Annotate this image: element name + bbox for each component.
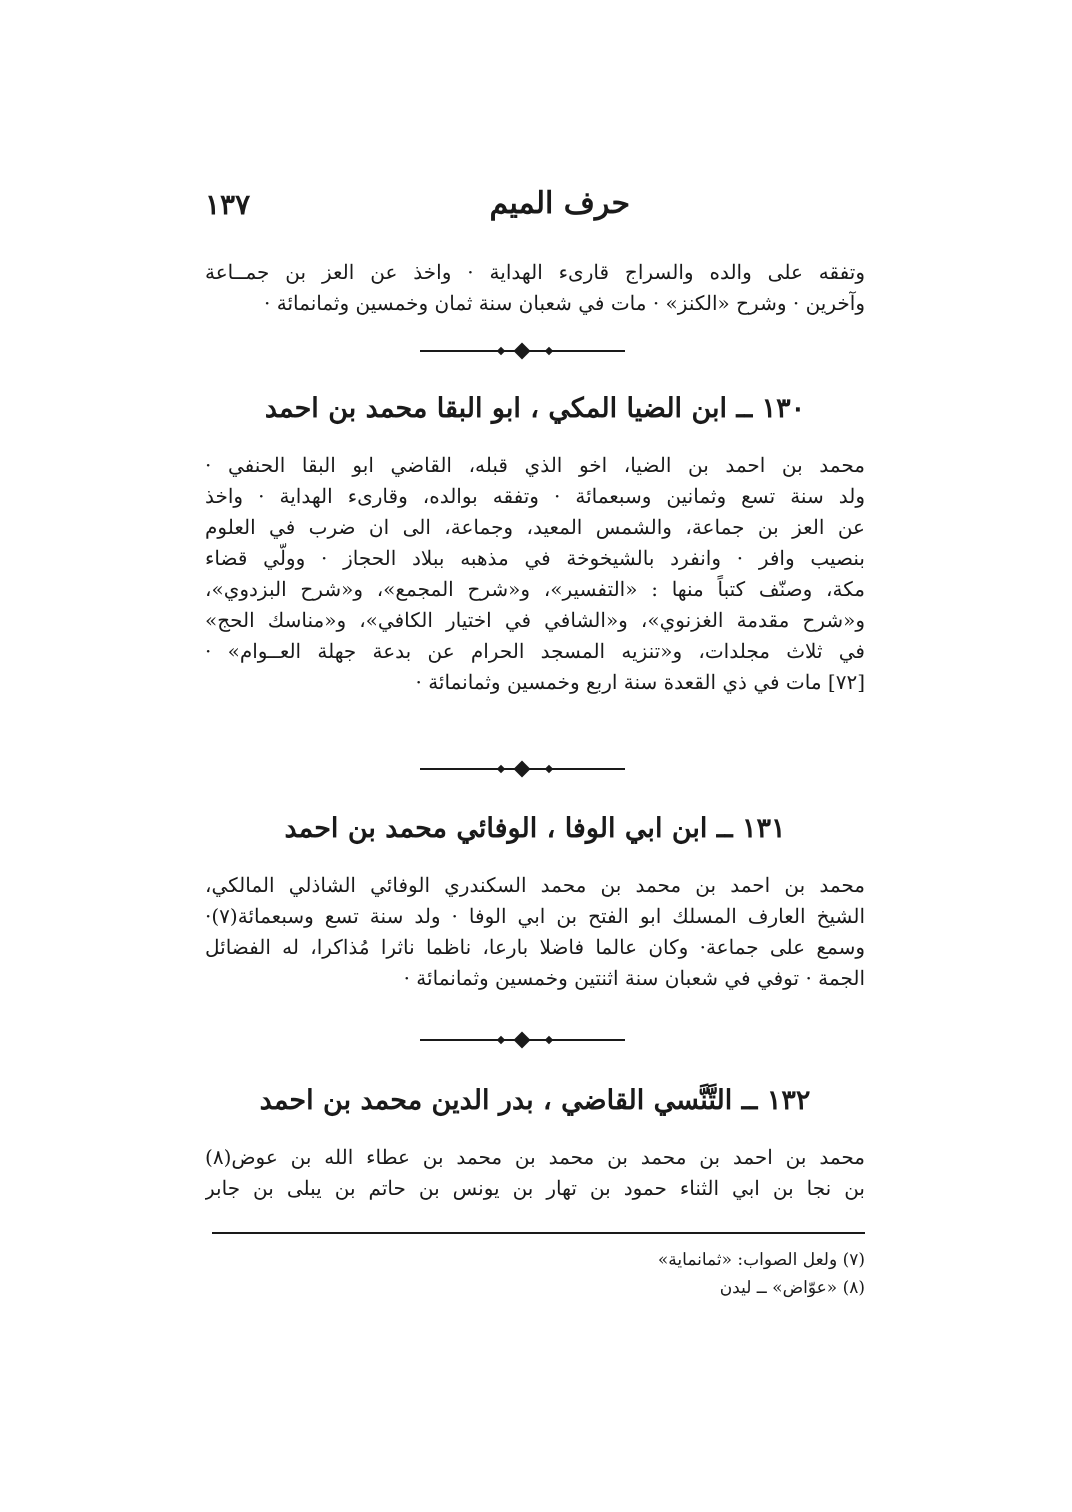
text-line: وسمع على جماعة· وكان عالما فاضلا بارعا، ناظما ناثرا مُذاكرا، له الفضائل [205,935,865,959]
footnote-7: (٧) ولعل الصواب: «ثمانماية» [657,1250,865,1270]
text-line: بن نجا بن ابي الثناء حمود بن تهار بن يونس بن حاتم بن يبلى بن جابر [205,1176,865,1200]
text-line: مكة، وصنّف كتباً منها : «التفسير»، و«شرح المجمع»، و«شرح البزدوي»، [205,577,865,601]
entry-title-132: ١٣٢ ــ التَّنَّسي القاضي ، بدر الدين محمد بن احمد [259,1085,811,1116]
section-divider-ornament [420,344,625,358]
footnotes [205,1246,865,1302]
running-title: حرف الميم [489,186,630,221]
text-line: ولد سنة تسع وثمانين وسبعمائة · وتفقه بوالده، وقارىء الهداية · واخذ [205,484,865,508]
text-line: بنصيب وافر · وانفرد بالشيخوخة في مذهبه ببلاد الحجاز · وولّي قضاء [205,546,865,570]
footnote-separator [212,1232,865,1234]
text-line: محمد بن احمد بن محمد بن محمد السكندري الوفائي الشاذلي المالكي، [205,873,865,897]
section-divider-ornament [420,1033,625,1047]
text-line: في ثلاث مجلدات، و«تنزيه المسجد الحرام عن بدعة جهلة العــوام» · [205,639,865,663]
entry-body-131 [205,870,865,994]
text-line: محمد بن احمد بن محمد بن محمد بن محمد بن عطاء الله بن عوض(٨) [205,1145,865,1169]
entry-title-131: ١٣١ ــ ابن ابي الوفا ، الوفائي محمد بن احمد [284,813,786,844]
text-line: وتفقه على والده والسراج قارىء الهداية · واخذ عن العز بن جمــاعة [205,260,865,284]
footnote-8: (٨) «عوّاض» ــ ليدن [719,1278,865,1298]
text-line: و«شرح مقدمة الغزنوي»، و«الشافي في اختيار الكافي»، و«مناسك الحج» [205,608,865,632]
page-number: ١٣٧ [205,188,251,221]
text-line: الجمة · توفي في شعبان سنة اثنتين وخمسين وثمانمائة · [403,966,865,990]
text-line: محمد بن احمد بن الضيا، اخو الذي قبله، القاضي ابو البقا الحنفي · [205,453,865,477]
entry-title-130: ١٣٠ ــ ابن الضيا المكي ، ابو البقا محمد بن احمد [264,393,806,424]
entry-body-130 [205,450,865,698]
page-header [205,186,865,236]
section-divider-ornament [420,762,625,776]
text-line: وآخرين · وشرح «الكنز» · مات في شعبان سنة ثمان وخمسين وثمانمائة · [264,291,865,315]
text-line: [٧٢] مات في ذي القعدة سنة اربع وخمسين وثمانمائة · [415,670,865,694]
entry-body-132 [205,1142,865,1204]
text-line: عن العز بن جماعة، والشمس المعيد، وجماعة، الى ان ضرب في العلوم [205,515,865,539]
continuation-paragraph [205,257,865,319]
text-line: الشيخ العارف المسلك ابو الفتح بن ابي الوفا · ولد سنة تسع وسبعمائة(٧)· [205,904,865,928]
